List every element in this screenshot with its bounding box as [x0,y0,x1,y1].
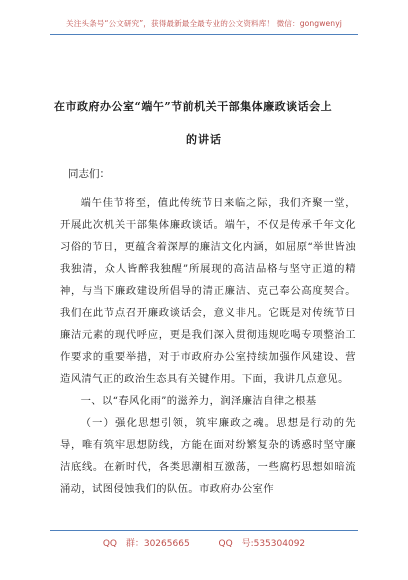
footer [0,536,408,549]
body-text [60,192,356,500]
footer-qq-number: QQ 号:535304092 [218,539,306,549]
paragraph-subsection-1: （一）强化思想引领，筑牢廉政之魂。思想是行动的先导，唯有筑牢思想防线，方能在面对纷繁复杂的诱惑时坚守廉洁底线。在新时代，各类思潮相互激荡，一些腐朽思想如暗流涌动，试图侵蚀我们的队伍。市政府办公室作 [60,417,356,495]
section-heading-1: 一、以“春风化雨”的滋养力，润泽廉洁自律之根基 [80,395,317,407]
footer-rule [50,530,358,531]
header-rule [50,34,358,35]
title-line-2: 的讲话 [186,133,222,146]
footer-qq-group: QQ 群：30265665 [102,539,190,549]
title-line-1: 在市政府办公室“端午”节前机关干部集体廉政谈话会上 [54,100,333,113]
header-promo: 关注头条号“公文研究”，获得最新最全最专业的公文资料库！ 微信：gongwenyj [66,19,342,28]
salutation: 同志们： [68,168,110,180]
paragraph-intro: 端午佳节将至，值此传统节日来临之际，我们齐聚一堂，开展此次机关干部集体廉政谈话。端午，不仅是传承千年文化习俗的节日，更蕴含着深厚的廉洁文化内涵，如屈原“举世皆浊我独清，众人皆醉我独醒”所展现的高洁品格与坚守正道的精神，与当下廉政建设所倡导的清正廉洁、克己奉公高度契合。我们在此节点召开廉政谈话会，意义非凡。它既是对传统节日廉洁元素的现代呼应，更是我们深入贯彻违规吃喝专项整治工作要求的重要举措，对于市政府办公室持续加强作风建设、营造风清气正的政治生态具有关键作用。下面，我讲几点意见。 [60,197,356,385]
